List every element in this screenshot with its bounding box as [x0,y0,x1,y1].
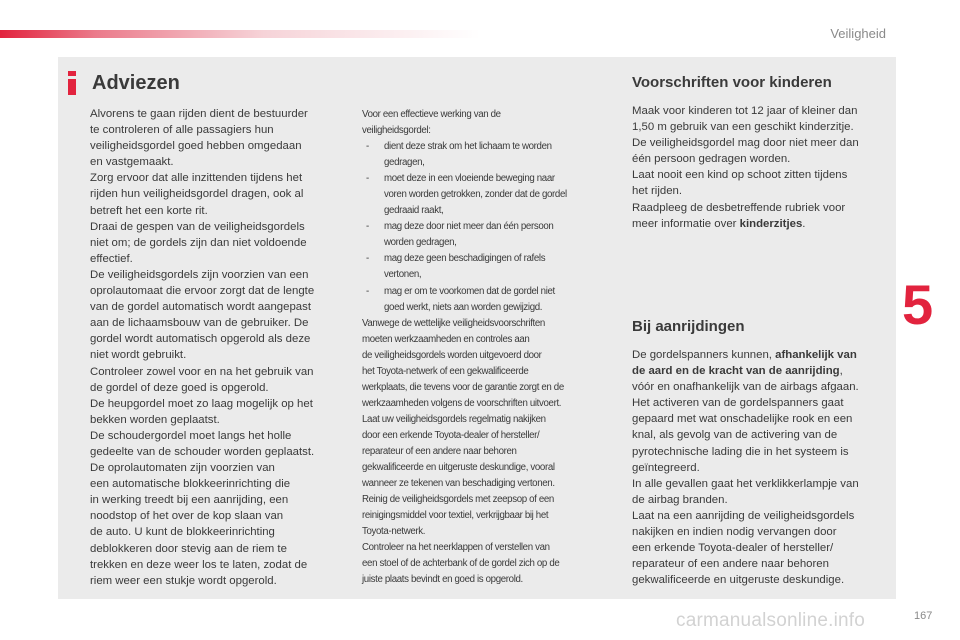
text-line: Maak voor kinderen tot 12 jaar of kleiner dan [632,105,858,117]
text-line: Voor een effectieve werking van de [362,109,501,120]
text-line: niet wordt gebruikt. [90,349,187,362]
text-fragment: de aard en de kracht van de aanrijding [632,365,840,378]
bullet-dash: - [366,173,369,185]
text-line: aan de lichaamsbouw van de gebruiker. De [90,317,309,330]
text-line: trekken en deze weer los te laten, zodat de [90,558,308,571]
text-line: nakijken en indien nodig vervangen door [632,526,837,539]
text-fragment: afhankelijk van [775,349,857,361]
text-line: vertonen, [384,269,422,281]
text-line: gedragen, [384,157,425,169]
text-line: Controleer zowel voor en na het gebruik van [90,365,314,378]
text-line: Reinig de veiligheidsgordels met zeepsop of een [362,494,554,506]
text-line: De heupgordel moet zo laag mogelijk op het [90,397,313,410]
text-line: Het activeren van de gordelspanners gaat [632,397,844,410]
text-line: Zorg ervoor dat alle inzittenden tijdens het [90,172,303,185]
text-line: in werking treedt bij een aanrijding, een [90,494,289,507]
text-line: vóór en onafhankelijk van de airbags afgaan. [632,381,859,394]
text-line: 1,50 m gebruik van een geschikt kinderzitje. [632,121,854,134]
text-line: gedeelte van de schouder worden geplaatst. [90,445,315,458]
text-fragment: meer informatie over [632,217,740,230]
text-line: één persoon gedragen worden. [632,153,791,166]
text-line [632,216,882,232]
text-line: werkzaamheden volgens de voorschriften uitvoert. [362,397,562,409]
text-line: juiste plaats bevindt en goed is opgerold. [362,574,523,586]
text-line: Laat nooit een kind op schoot zitten tijdens [632,169,848,182]
text-line: te controleren of alle passagiers hun [90,124,274,137]
text-line: noodstop of het over de kop slaan van [90,510,284,523]
watermark: carmanualsonline.info [676,610,866,631]
text-line: gepaard met wat onschadelijke rook en een [632,413,853,426]
text-line: veiligheidsgordel goed hebben omgedaan [90,140,302,153]
advice-title: Adviezen [92,72,180,94]
text-line: knal, als gevolg van de activering van de [632,429,838,442]
text-line: Laat uw veiligheidsgordels regelmatig nakijken [362,413,546,425]
bullet-item [362,284,612,316]
text-line: voren worden getrokken, zonder dat de gordel [384,189,567,201]
text-line: door een erkende Toyota-dealer of hersteller/ [362,429,540,441]
advice-left-column [90,106,345,589]
chapter-number: 5 [902,273,934,336]
text-line: Toyota-netwerk. [362,526,426,538]
bullet-item [362,171,612,219]
text-line: moeten werkzaamheden en controles aan [362,333,530,345]
text-line: de veiligheidsgordels worden uitgevoerd door [362,349,542,361]
text-line: gekwalificeerde en uitgeruste deskundige. [632,574,845,587]
bullet-item [362,139,612,171]
text-line: dient deze strak om het lichaam te worden [384,141,552,153]
text-line: mag deze door niet meer dan één persoon [384,221,554,233]
text-line [632,363,882,379]
bullet-dash: - [366,221,369,233]
text-line: reparateur of een andere naar behoren [632,558,829,571]
children-section [632,74,882,232]
text-line: betreft het een korte rit. [90,204,208,217]
text-line: rijden hun veiligheidsgordel dragen, ook al [90,188,304,201]
text-fragment: De gordelspanners kunnen, [632,349,776,361]
bullet-dash: - [366,141,369,153]
text-line: De oprolautomaten zijn voorzien van [90,462,275,475]
text-line: gordel wordt automatisch opgerold als deze [90,333,311,346]
link-kinderzitjes: kinderzitjes [739,217,803,230]
text-line: veiligheidsgordel: [362,125,431,137]
section-title: Veiligheid [830,26,886,41]
text-line: van de gordel automatisch wordt aangepast [90,301,311,314]
children-text [632,103,882,232]
text-line: De veiligheidsgordel mag door niet meer dan [632,137,859,150]
text-line: Draai de gespen van de veiligheidsgordels [90,220,305,233]
text-line: mag deze geen beschadigingen of rafels [384,253,546,265]
text-line: het rijden. [632,185,683,198]
text-line: niet om; de gordels zijn dan niet voldoende [90,236,307,249]
collision-section [632,318,882,588]
text-line: Raadpleeg de desbetreffende rubriek voor [632,201,846,214]
text-line: de auto. U kunt de blokkeerinrichting [90,526,275,539]
info-icon [68,71,76,95]
collision-text [632,347,882,588]
text-line: een automatische blokkeerinrichting die [90,478,291,491]
text-line: bekken worden geplaatst. [90,413,220,426]
page-number: 167 [914,610,933,622]
text-line: en vastgemaakt. [90,156,174,169]
bullet-item [362,251,612,283]
text-line: Laat na een aanrijding de veiligheidsgordels [632,509,855,522]
text-line: reinigingsmiddel voor textiel, verkrijgbaar bij het [362,510,549,522]
text-line: Alvorens te gaan rijden dient de bestuurder [90,108,308,120]
text-line: een stoel of de achterbank of de gordel zich op de [362,558,560,570]
text-line: wanneer ze tekenen van beschadiging vertonen. [362,478,555,490]
text-line: pyrotechnische lading die in het systeem is [632,445,849,458]
text-line: In alle gevallen gaat het verklikkerlampje van [632,477,859,490]
text-line: goed werkt, niets aan worden gewijzigd. [384,301,543,313]
text-line: een erkende Toyota-dealer of hersteller/ [632,542,834,555]
text-line: reparateur of een andere naar behoren [362,445,517,457]
text-line: de gordel of deze goed is opgerold. [90,381,269,394]
header-accent-bar [0,30,480,38]
text-line: riem weer een stukje wordt opgerold. [90,574,277,587]
advice-middle-column [362,107,612,588]
children-heading: Voorschriften voor kinderen [632,74,832,91]
bullet-dash: - [366,285,369,297]
bullet-dash: - [366,253,369,265]
text-line: moet deze in een vloeiende beweging naar [384,173,555,185]
text-line [632,347,882,363]
text-line: Controleer na het neerklappen of verstellen van [362,542,550,554]
text-line: gedraaid raakt, [384,205,444,217]
text-line: werkplaats, die tevens voor de garantie zorgt en de [362,381,564,393]
text-line: worden gedragen, [384,237,457,249]
text-line: deblokkeren door stevig aan de riem te [90,542,287,555]
text-line: mag er om te voorkomen dat de gordel niet [384,285,555,297]
text-line: effectief. [90,252,133,265]
text-line: oprolautomaat die ervoor zorgt dat de lengte [90,285,315,298]
text-fragment: . [802,217,806,230]
text-fragment: , [839,365,843,378]
text-line: het Toyota-netwerk of een gekwalificeerde [362,365,529,377]
text-line: gekwalificeerde en uitgeruste deskundige, vooral [362,462,555,474]
text-line: De schoudergordel moet langs het holle [90,429,292,442]
text-line: De veiligheidsgordels zijn voorzien van een [90,268,309,281]
text-line: de airbag branden. [632,493,728,506]
text-line: geïntegreerd. [632,461,700,474]
text-line: Vanwege de wettelijke veiligheidsvoorschriften [362,317,545,329]
collision-heading: Bij aanrijdingen [632,318,745,335]
bullet-item [362,219,612,251]
